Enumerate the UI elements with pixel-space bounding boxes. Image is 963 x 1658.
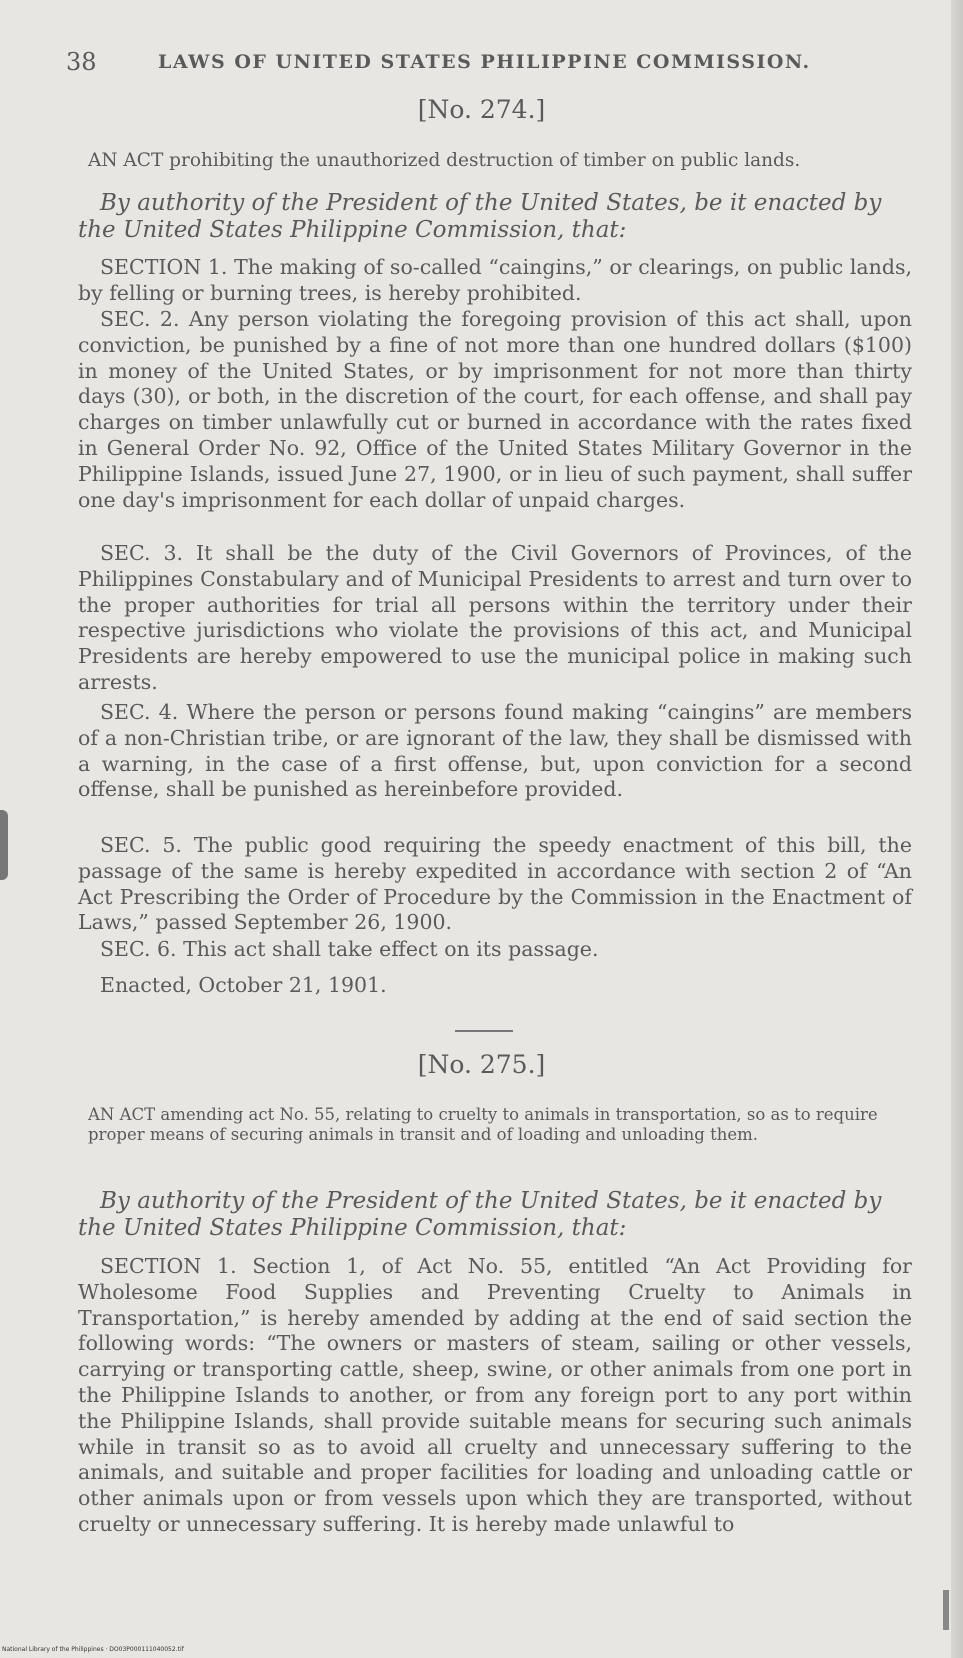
- section-label: SEC. 3.: [100, 541, 184, 565]
- section-text: It shall be the duty of the Civil Governors of Provinces, of the Philippines Constabulary and of Municipal Presidents to arrest and turn over to the proper authorities for trial all persons within the territory under their respective jurisdictions who violate the provisions of this act, and Municipal Presidents are hereby empowered to use the municipal police in making such arrests.: [78, 541, 912, 694]
- section-text: Where the person or persons found making “caingins” are members of a non-Christian tribe, or are ignorant of the law, they shall be dismissed with a warning, in the case of a first offense, but, upon conviction for a second offense, shall be punished as hereinbefore provided.: [78, 700, 912, 802]
- section-label: SEC. 6.: [100, 937, 177, 961]
- section-text: The making of so-called “caingins,” or clearings, on public lands, by felling or burning trees, is hereby prohibited.: [78, 255, 912, 305]
- section-label: SEC. 2.: [100, 307, 180, 331]
- section-text: Any person violating the foregoing provision of this act shall, upon conviction, be punished by a fine of not more than one hundred dollars ($100) in money of the United States, or by imprisonment for not more than thirty days (30), or both, in the discretion of the court, for each offense, and shall pay charges on timber unlawfully cut or burned in accordance with the rates fixed in General Order No. 92, Office of the United States Military Governor in the Philippine Islands, issued June 27, 1900, or in lieu of such payment, shall suffer one day's imprisonment for each dollar of unpaid charges.: [78, 307, 912, 512]
- binding-mark: [943, 1590, 949, 1630]
- section-text: The public good requiring the speedy enactment of this bill, the passage of the same is hereby expedited in accordance with section 2 of “An Act Prescribing the Order of Procedure by the Commission in the Enactment of Laws,” passed September 26, 1900.: [78, 833, 912, 935]
- running-header: [66, 48, 846, 78]
- section-paragraph: [78, 1254, 912, 1538]
- page-number: 38: [66, 48, 97, 76]
- binding-mark: [0, 810, 8, 880]
- act-number: [No. 275.]: [417, 1050, 546, 1079]
- section-text: Section 1, of Act No. 55, entitled “An Act Providing for Wholesome Food Supplies and Preventing Cruelty to Animals in Transportation,” is hereby amended by adding at the end of said section the following words: “The owners or masters of steam, sailing or other vessels, carrying or transporting cattle, sheep, swine, or other animals from one port in the Philippine Islands to another, or from any foreign port to any port within the Philippine Islands, shall provide suitable means for securing such animals while in transit so as to avoid all cruelty and unnecessary suffering to the animals, and suitable and proper facilities for loading and unloading cattle or other animals upon or from vessels upon which they are transported, without cruelty or unnecessary suffering. It is hereby made unlawful to: [78, 1254, 912, 1536]
- enacted-date: Enacted, October 21, 1901.: [100, 973, 387, 997]
- enacting-clause: By authority of the President of the United States, be it enacted by the United States Philippine Commission, that:: [78, 190, 882, 243]
- section-text: This act shall take effect on its passage.: [183, 937, 599, 961]
- section-paragraph: [78, 833, 912, 936]
- section-paragraph: [78, 700, 912, 803]
- section-paragraph: [78, 307, 912, 513]
- section-paragraph: [78, 937, 912, 963]
- scan-footer: National Library of the Philippines · DO03P000111040052.tif: [2, 1646, 184, 1653]
- act-title: AN ACT prohibiting the unauthorized destruction of timber on public lands.: [88, 150, 801, 171]
- section-paragraph: [78, 255, 912, 307]
- section-label: SEC. 5.: [100, 833, 182, 857]
- section-label: SEC. 4.: [100, 700, 179, 724]
- section-paragraph: [78, 541, 912, 696]
- section-label: SECTION 1.: [100, 255, 228, 279]
- act-number: [No. 274.]: [417, 95, 546, 124]
- section-divider: [455, 1030, 513, 1032]
- section-label: SECTION 1.: [100, 1254, 237, 1278]
- page-edge-shadow: [951, 0, 963, 1658]
- running-title: LAWS OF UNITED STATES PHILIPPINE COMMISSION.: [158, 51, 811, 73]
- enacting-clause: By authority of the President of the United States, be it enacted by the United States Philippine Commission, that:: [78, 1188, 882, 1241]
- act-title: AN ACT amending act No. 55, relating to cruelty to animals in transportation, so as to require proper means of securing animals in transit and of loading and unloading them.: [88, 1105, 878, 1144]
